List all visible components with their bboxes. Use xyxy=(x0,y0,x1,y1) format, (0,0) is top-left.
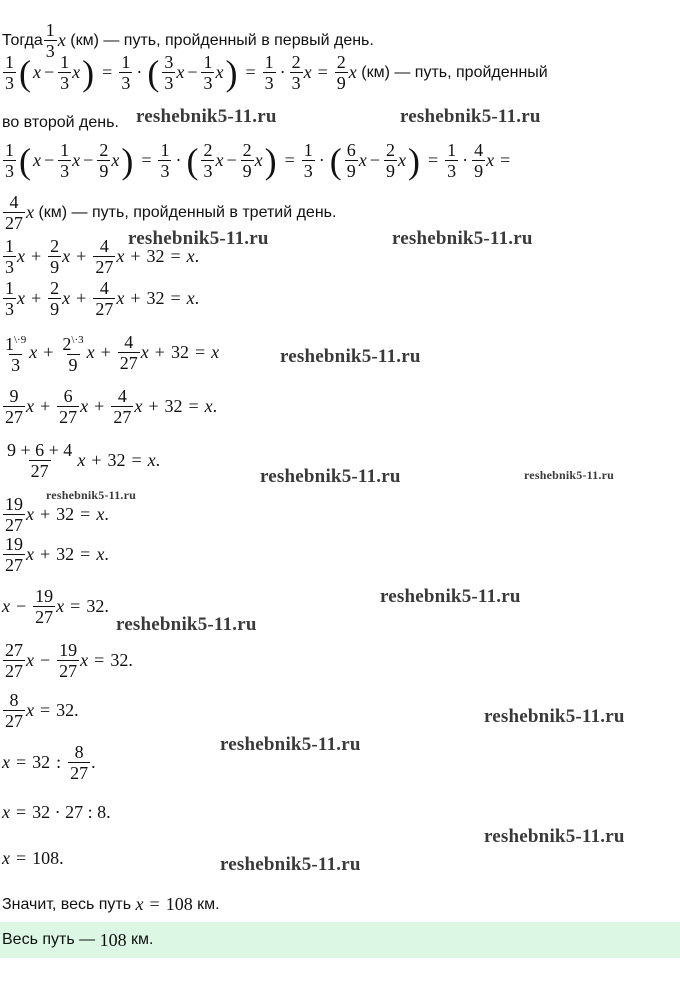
watermark: reshebnik5-11.ru xyxy=(220,734,361,755)
text-day3: (км) — путь, пройденный в третий день. xyxy=(38,203,337,221)
text-day2-cont: во второй день. xyxy=(2,114,119,131)
line-day2-text xyxy=(2,114,119,132)
conclusion: Значит, весь путь x = 108 км. xyxy=(2,894,220,914)
eq-12: x = 32 · 27 : 8. xyxy=(2,802,111,822)
watermark: reshebnik5-11.ru xyxy=(116,614,257,635)
eq-8: x − $\frac{19}{27}$ x = 32 . xyxy=(2,586,109,627)
answer-box: Весь путь — 108 км. xyxy=(0,922,680,958)
text-intro: Тогда xyxy=(2,31,43,49)
watermark: reshebnik5-11.ru xyxy=(380,586,521,607)
line-day3-eq: $\frac{1}{3}$ ( x − $\frac{1}{3}$ x − $\frac{2}{9}$ x ) = $\frac{1}{3}$ · ( $\frac{2}{3}$ x − $\frac{2}{9}$ x ) = $\frac{1}{3}$ · ( $\frac{6}{9}$ x − $\frac{2}{9}$ x ) = $\frac{1}{3}$ · $\frac{4}{9}$ x = xyxy=(5,140,511,181)
eq-3: $\frac{1^{\backslash\cdot 9}}{3}$ x + $\frac{2^{\backslash\cdot 3}}{9}$ x + $\frac{4}{27}$ x + 32 = x xyxy=(5,332,220,375)
text-day2: (км) — путь, пройденный xyxy=(361,63,548,81)
line-day3-text: $\frac{4}{27}$ x (км) — путь, пройденный в третий день. xyxy=(5,192,337,233)
fraction: $\frac{1}{3}$ xyxy=(45,20,55,61)
watermark: reshebnik5-11.ru xyxy=(484,706,625,727)
watermark: reshebnik5-11.ru xyxy=(524,468,614,482)
watermark: reshebnik5-11.ru xyxy=(260,466,401,487)
text-conclusion: Значит, весь путь xyxy=(2,895,132,913)
var-x: x xyxy=(57,30,66,50)
eq-13: x = 108 . xyxy=(2,848,64,868)
watermark: reshebnik5-11.ru xyxy=(220,854,361,875)
watermark: reshebnik5-11.ru xyxy=(46,488,136,502)
watermark: reshebnik5-11.ru xyxy=(400,106,541,127)
line-day2-eq: $\frac{1}{3}$ ( x − $\frac{1}{3}$ x ) = $\frac{1}{3}$ · ( $\frac{3}{3}$ x − $\frac{1}{3}$ x ) = $\frac{1}{3}$ · $\frac{2}{3}$ x = $\frac{2}{9}$ x (км) — путь, пройденный xyxy=(5,52,548,93)
watermark: reshebnik5-11.ru xyxy=(392,228,533,249)
eq-10: $\frac{8}{27}$ x = 32 . xyxy=(5,690,79,731)
answer-value: 108 xyxy=(99,929,127,950)
eq-4: $\frac{9}{27}$ x + $\frac{6}{27}$ x + $\frac{4}{27}$ x + 32 = x . xyxy=(5,386,218,427)
watermark: reshebnik5-11.ru xyxy=(128,228,269,249)
eq-5: $\frac{9 + 6 + 4}{27}$ x + 32 = x . xyxy=(7,440,161,481)
watermark: reshebnik5-11.ru xyxy=(136,106,277,127)
eq-6: $\frac{19}{27}$ x + 32 = x . xyxy=(5,494,109,535)
eq-1: $\frac{1}{3}$ x + $\frac{2}{9}$ x + $\frac{4}{27}$ x + 32 = x . xyxy=(5,236,200,277)
watermark: reshebnik5-11.ru xyxy=(484,826,625,847)
eq-11: x = 32 : $\frac{8}{27}$ . xyxy=(2,742,96,783)
eq-2: $\frac{1}{3}$ x + $\frac{2}{9}$ x + $\frac{4}{27}$ x + 32 = x . xyxy=(5,278,200,319)
answer-text: Весь путь — xyxy=(2,931,96,948)
eq-7: $\frac{19}{27}$ x + 32 = x . xyxy=(5,534,109,575)
watermark: reshebnik5-11.ru xyxy=(280,346,421,367)
eq-9: $\frac{27}{27}$ x − $\frac{19}{27}$ x = 32 . xyxy=(5,640,133,681)
text-day1: (км) — путь, пройденный в первый день. xyxy=(70,31,374,49)
